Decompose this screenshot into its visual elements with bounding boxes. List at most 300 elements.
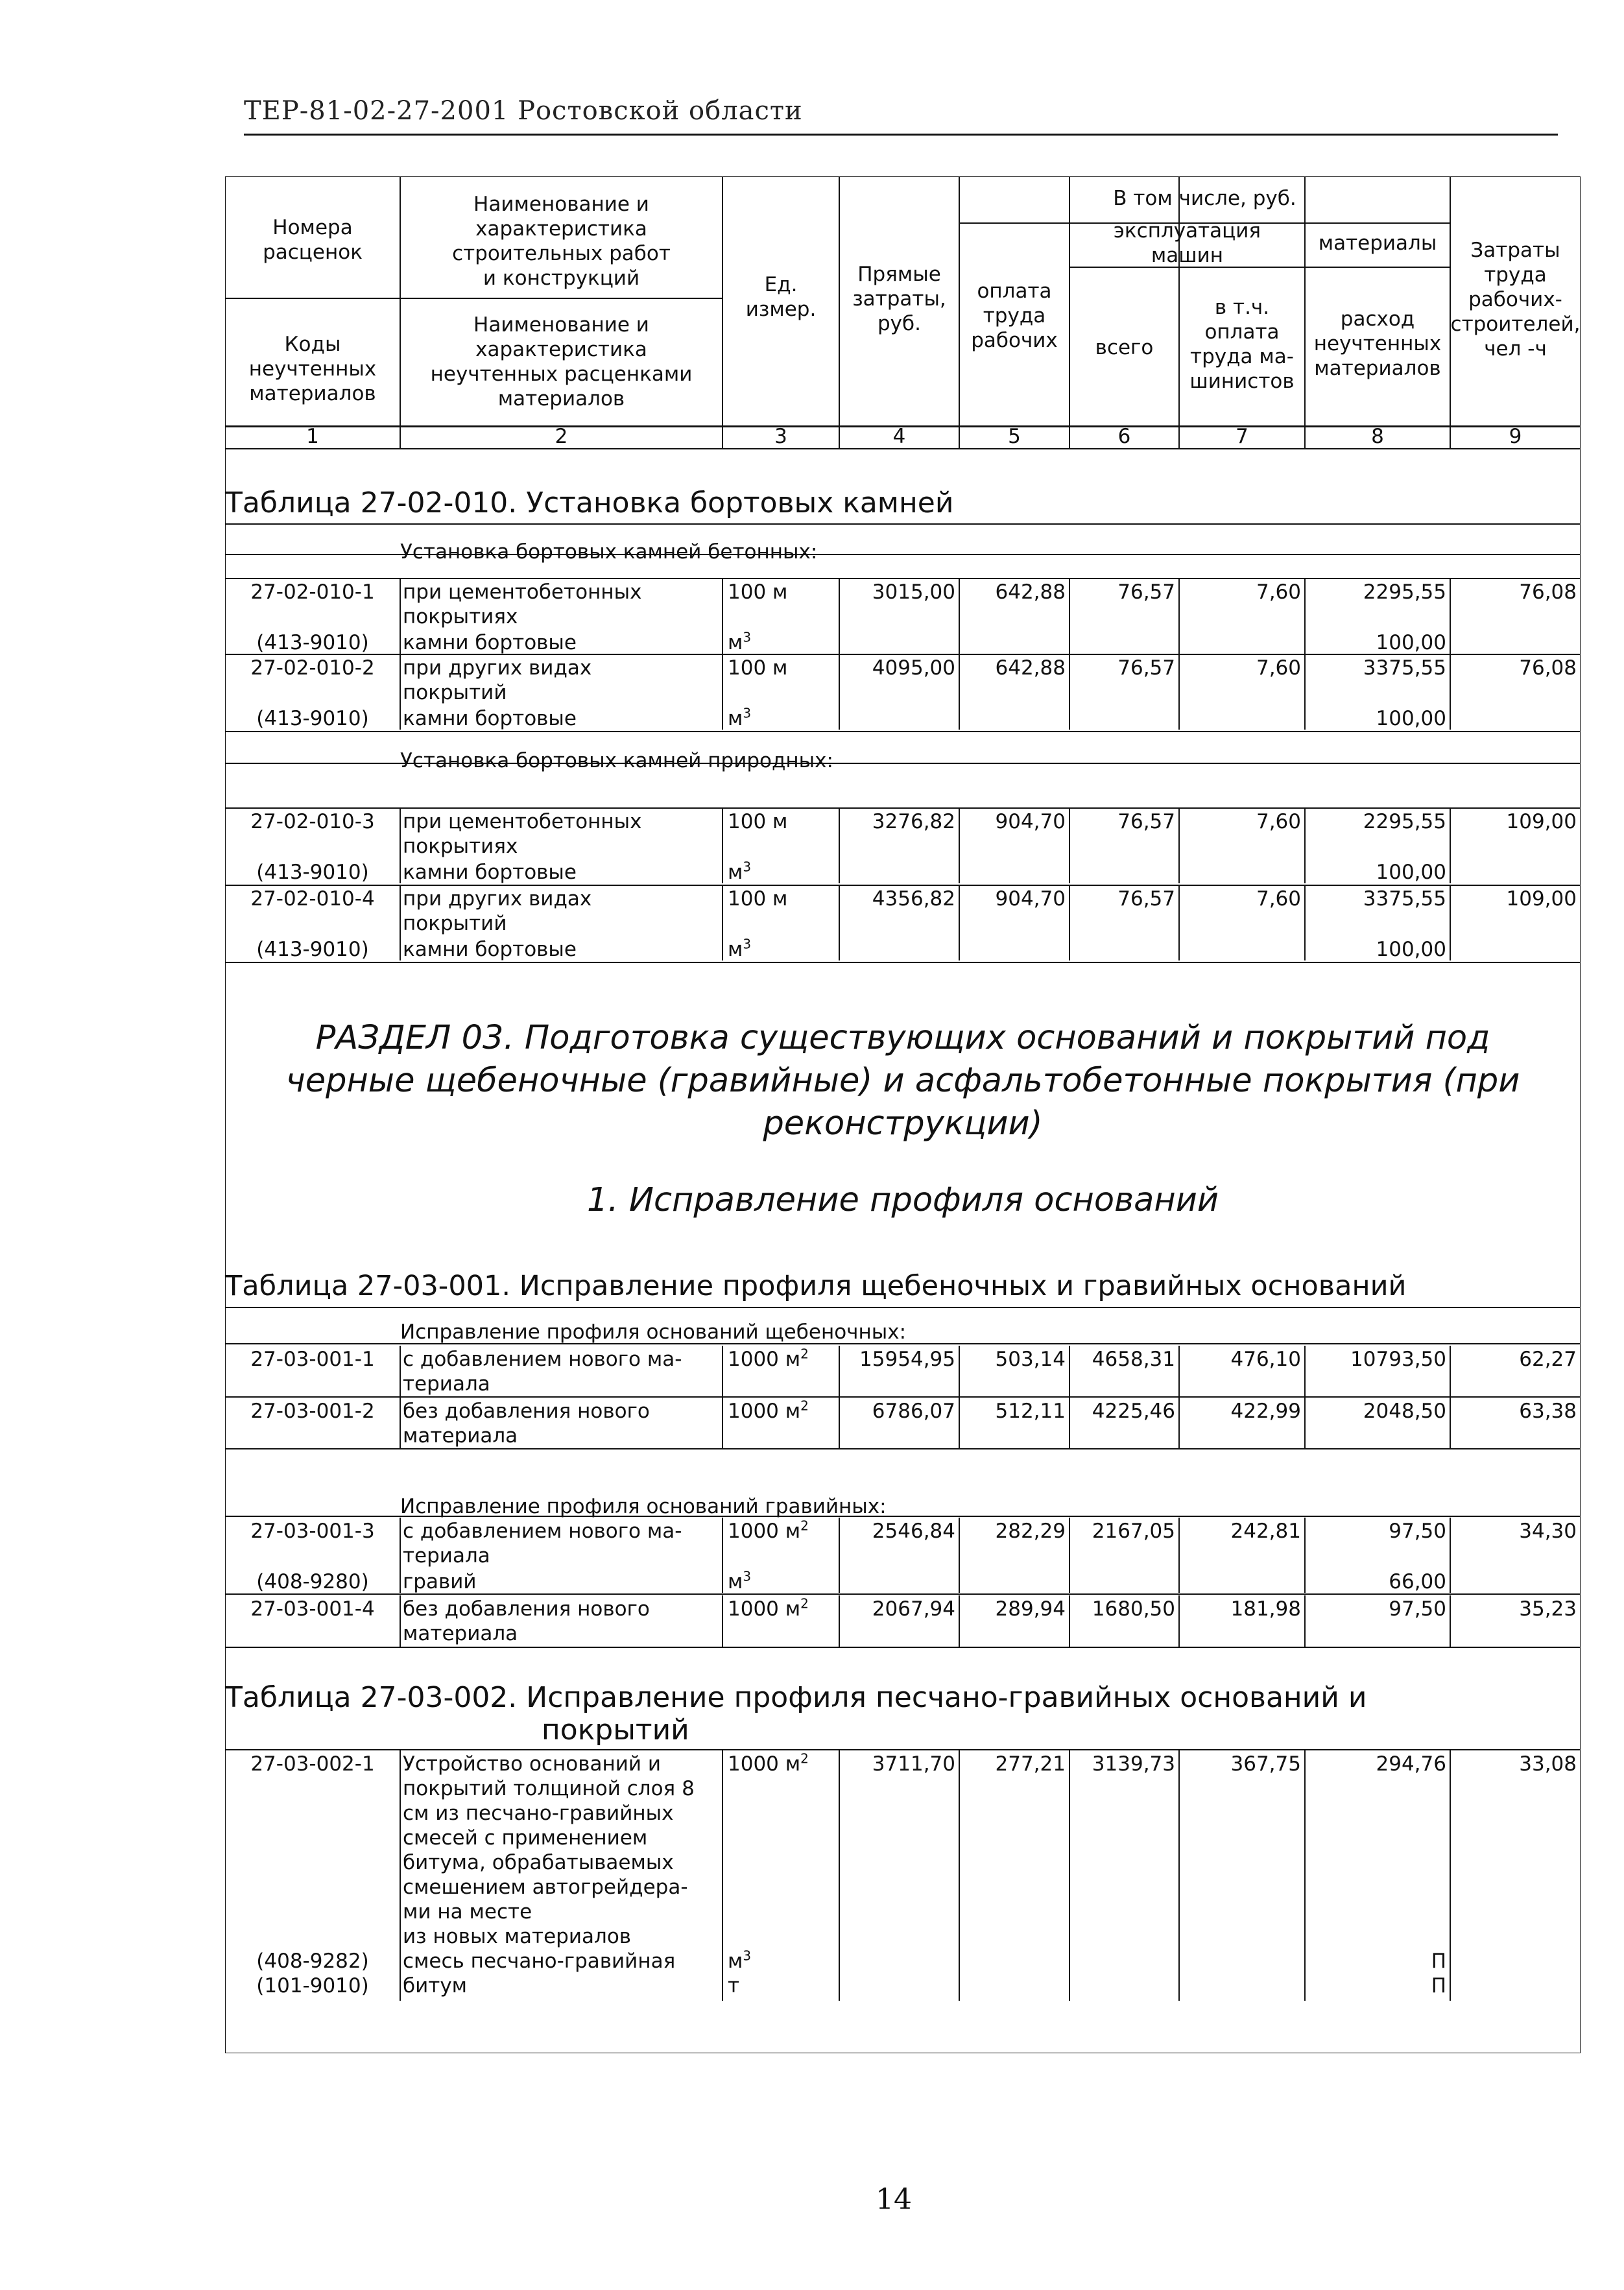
- value-mach_wage-value: 181,98: [1230, 1597, 1301, 1621]
- work-name: [403, 1544, 490, 1568]
- unit-exponent: 2: [800, 1518, 809, 1534]
- rate-code-value: (413-9010): [256, 707, 369, 730]
- value-wage-value: 904,70: [995, 810, 1066, 833]
- col8-header-value: материалов: [1314, 357, 1441, 380]
- work-name: [403, 937, 577, 962]
- value-mat: [1305, 706, 1446, 731]
- column-number-value: 8: [1371, 425, 1384, 448]
- rate-code-value: 27-03-002-1: [250, 1752, 375, 1776]
- col4-header: [839, 287, 959, 311]
- value-mach: [1069, 1399, 1175, 1424]
- col1-subheader: [225, 332, 400, 357]
- materials-header: [1305, 231, 1450, 256]
- col9-header-value: рабочих-: [1468, 288, 1562, 311]
- col9-header: [1450, 238, 1581, 263]
- group-heading: [400, 540, 817, 564]
- value-labor-value: 63,38: [1519, 1400, 1577, 1423]
- work-name: [403, 1924, 631, 1949]
- unit-exponent: 2: [800, 1595, 809, 1612]
- value-wage: [959, 1597, 1066, 1621]
- value-mat-value: 100,00: [1376, 861, 1446, 884]
- value-mat-value: 97,50: [1389, 1597, 1446, 1621]
- value-direct-value: 4095,00: [872, 656, 955, 680]
- work-name-value: покрытий: [403, 912, 507, 935]
- unit-exponent: 3: [743, 859, 752, 875]
- col3-header: [722, 272, 839, 297]
- unit: [728, 656, 787, 680]
- value-direct: [839, 1399, 955, 1424]
- incl-header-value: В том числе, руб.: [1113, 187, 1296, 210]
- value-direct-value: 6786,07: [872, 1400, 955, 1423]
- rate-code-value: (408-9282): [256, 1950, 369, 1973]
- rate-code: [225, 1974, 400, 1998]
- unit-value: 100 м: [728, 887, 788, 911]
- unit: [728, 1752, 809, 1776]
- unit-value: м: [728, 631, 743, 654]
- work-name-value: камни бортовые: [403, 631, 577, 654]
- value-labor: [1450, 809, 1577, 834]
- value-mach: [1069, 809, 1175, 834]
- value-wage-value: 289,94: [995, 1597, 1066, 1621]
- column-number: [400, 424, 722, 449]
- value-mat-value: 100,00: [1376, 707, 1446, 730]
- col9-header: [1450, 287, 1581, 312]
- unit-value: м: [728, 707, 743, 730]
- rate-code: [225, 887, 400, 911]
- value-labor: [1450, 1399, 1577, 1424]
- rate-code-value: 27-03-001-1: [250, 1348, 375, 1371]
- value-mach_wage: [1179, 1519, 1301, 1544]
- unit-value: м: [728, 1570, 743, 1593]
- col2-header-value: Наименование и: [473, 193, 649, 216]
- incl-header: [959, 186, 1450, 211]
- work-name-value: покрытий: [403, 681, 507, 704]
- value-mat: [1305, 1519, 1446, 1544]
- value-labor-value: 62,27: [1519, 1348, 1577, 1371]
- value-mach-value: 1680,50: [1092, 1597, 1175, 1621]
- unit-exponent: 3: [743, 936, 752, 952]
- value-mach_wage: [1179, 656, 1301, 680]
- value-mat: [1305, 1399, 1446, 1424]
- work-name: [403, 1801, 674, 1826]
- value-wage-value: 904,70: [995, 887, 1066, 911]
- unit: [728, 1974, 739, 1998]
- column-number-value: 9: [1509, 425, 1522, 448]
- value-wage: [959, 580, 1066, 604]
- rate-code-value: (408-9280): [256, 1570, 369, 1593]
- work-name-value: камни бортовые: [403, 707, 577, 730]
- col8-header-value: расход: [1340, 307, 1415, 331]
- value-mach-value: 4225,46: [1092, 1400, 1175, 1423]
- col5-header-value: рабочих: [971, 329, 1058, 352]
- work-name-value: покрытий толщиной слоя 8: [403, 1777, 695, 1800]
- col7-header: [1179, 295, 1305, 320]
- column-number: [1069, 424, 1179, 449]
- work-name-value: с добавлением нового ма-: [403, 1348, 682, 1371]
- column-number-value: 3: [774, 425, 787, 448]
- unit: [728, 630, 751, 655]
- rate-code-value: (101-9010): [256, 1974, 369, 1998]
- value-wage: [959, 656, 1066, 680]
- col6-header-value: всего: [1095, 336, 1154, 359]
- rate-code-value: 27-02-010-4: [250, 887, 375, 911]
- column-number: [1179, 424, 1305, 449]
- work-name: [403, 630, 577, 655]
- value-direct-value: 4356,82: [872, 887, 955, 911]
- work-name-value: с добавлением нового ма-: [403, 1520, 682, 1543]
- value-mat-value: П: [1431, 1974, 1446, 1998]
- machines-header-value: эксплуатация: [1113, 219, 1261, 243]
- col1-subheader: [225, 357, 400, 381]
- col4-header-value: затраты,: [852, 287, 946, 311]
- unit: [728, 1597, 809, 1621]
- unit: [728, 1949, 751, 1974]
- value-labor: [1450, 887, 1577, 911]
- value-mat-value: 97,50: [1389, 1520, 1446, 1543]
- unit-value: м: [728, 861, 743, 884]
- value-mat: [1305, 1752, 1446, 1776]
- work-name-value: камни бортовые: [403, 938, 577, 961]
- unit-value: т: [728, 1974, 740, 1998]
- rate-code: [225, 1347, 400, 1372]
- value-direct: [839, 887, 955, 911]
- value-direct-value: 2546,84: [872, 1520, 955, 1543]
- rate-code: [225, 1519, 400, 1544]
- materials-header-value: материалы: [1318, 232, 1437, 255]
- unit-exponent: 3: [743, 1948, 752, 1964]
- rate-code: [225, 1399, 400, 1424]
- col2-header-value: и конструкций: [483, 267, 640, 290]
- value-labor-value: 109,00: [1506, 887, 1577, 911]
- work-name: [403, 1597, 650, 1621]
- work-name-value: териала: [403, 1544, 490, 1568]
- group-heading: [400, 748, 833, 773]
- value-mat-value: 100,00: [1376, 631, 1446, 654]
- col1-subheader: [225, 381, 400, 406]
- value-mach_wage-value: 422,99: [1230, 1400, 1301, 1423]
- value-direct-value: 3276,82: [872, 810, 955, 833]
- value-mach: [1069, 580, 1175, 604]
- unit-value: 1000 м: [728, 1348, 801, 1371]
- value-mach: [1069, 1347, 1175, 1372]
- value-direct: [839, 1347, 955, 1372]
- value-mach-value: 4658,31: [1092, 1348, 1175, 1371]
- work-name-value: без добавления нового: [403, 1400, 650, 1423]
- value-mach_wage: [1179, 887, 1301, 911]
- work-name: [403, 1752, 661, 1776]
- rates-table: [225, 176, 1581, 2053]
- document-header-title: ТЕР-81-02-27-2001 Ростовской области: [244, 96, 803, 126]
- machines-header: [1069, 219, 1305, 243]
- col1-header: [225, 215, 400, 240]
- value-mach_wage-value: 367,75: [1230, 1752, 1301, 1776]
- work-name-value: при других видах: [403, 656, 592, 680]
- work-name: [403, 1347, 682, 1372]
- col4-header: [839, 311, 959, 336]
- subsection-heading: 1. Исправление профиля оснований: [586, 1181, 1219, 1219]
- table-03-001-title: Таблица 27-03-001. Исправление профиля щебеночных и гравийных оснований: [225, 1270, 1407, 1302]
- value-mat: [1305, 887, 1446, 911]
- work-name: [403, 680, 507, 705]
- value-mat: [1305, 809, 1446, 834]
- column-number-value: 6: [1117, 425, 1131, 448]
- value-mat: [1305, 1949, 1446, 1974]
- unit: [728, 1519, 809, 1544]
- rate-code-value: 27-03-001-2: [250, 1400, 375, 1423]
- rate-code: [225, 1949, 400, 1974]
- unit-value: м: [728, 938, 743, 961]
- value-mat: [1305, 1597, 1446, 1621]
- value-mach-value: 76,57: [1117, 656, 1175, 680]
- work-name: [403, 580, 641, 604]
- value-mat-value: 10793,50: [1350, 1348, 1446, 1371]
- value-direct-value: 3015,00: [872, 580, 955, 604]
- value-wage-value: 642,88: [995, 656, 1066, 680]
- unit: [728, 809, 787, 834]
- value-wage: [959, 887, 1066, 911]
- col2-subheader: [400, 362, 722, 387]
- work-name-value: гравий: [403, 1570, 477, 1593]
- unit-value: м: [728, 1950, 743, 1973]
- value-wage-value: 503,14: [995, 1348, 1066, 1371]
- work-name-value: териала: [403, 1372, 490, 1396]
- value-mach_wage: [1179, 1752, 1301, 1776]
- col2-subheader-value: неучтенных расценками: [430, 363, 693, 386]
- rate-code-value: (413-9010): [256, 861, 369, 884]
- value-mat-value: 3375,55: [1363, 887, 1446, 911]
- unit-exponent: 2: [800, 1346, 809, 1362]
- value-mach_wage-value: 242,81: [1230, 1520, 1301, 1543]
- col6-header: [1069, 335, 1179, 360]
- work-name-value: смешением автогрейдера-: [403, 1876, 688, 1899]
- unit: [728, 1569, 751, 1594]
- rate-code: [225, 630, 400, 655]
- value-labor: [1450, 1347, 1577, 1372]
- col2-subheader: [400, 387, 722, 411]
- value-mach-value: 76,57: [1117, 580, 1175, 604]
- work-name: [403, 809, 641, 834]
- value-mat: [1305, 1569, 1446, 1594]
- work-name-value: покрытиях: [403, 835, 518, 858]
- value-wage-value: 512,11: [995, 1400, 1066, 1423]
- col7-header-value: оплата: [1204, 320, 1280, 344]
- unit: [728, 860, 751, 885]
- col9-header-value: труда: [1484, 263, 1547, 287]
- value-direct-value: 3711,70: [872, 1752, 955, 1776]
- col7-header: [1179, 369, 1305, 394]
- col8-header: [1305, 307, 1450, 331]
- value-mat: [1305, 630, 1446, 655]
- value-mat-value: 294,76: [1376, 1752, 1446, 1776]
- value-direct: [839, 809, 955, 834]
- column-number: [722, 424, 839, 449]
- value-mach_wage-value: 7,60: [1256, 887, 1301, 911]
- rate-code-value: 27-02-010-2: [250, 656, 375, 680]
- col2-subheader-value: характеристика: [475, 338, 647, 361]
- rate-code: [225, 706, 400, 731]
- col2-header-value: характеристика: [475, 217, 647, 241]
- value-labor: [1450, 1519, 1577, 1544]
- col7-header-value: шинистов: [1189, 370, 1295, 393]
- unit-exponent: 3: [743, 629, 752, 645]
- unit-exponent: 3: [743, 1568, 752, 1584]
- work-name: [403, 1826, 647, 1850]
- col3-header-value: Ед.: [764, 273, 798, 296]
- value-wage-value: 642,88: [995, 580, 1066, 604]
- machines-header: [1069, 243, 1305, 268]
- value-mach-value: 3139,73: [1092, 1752, 1175, 1776]
- column-number: [1450, 424, 1581, 449]
- col2-header: [400, 241, 722, 266]
- col1-subheader-value: Коды: [284, 333, 341, 356]
- value-wage: [959, 1399, 1066, 1424]
- work-name: [403, 1949, 675, 1974]
- unit: [728, 937, 751, 962]
- column-number: [839, 424, 959, 449]
- rate-code-value: (413-9010): [256, 631, 369, 654]
- value-direct-value: 15954,95: [859, 1348, 955, 1371]
- unit-value: 1000 м: [728, 1400, 801, 1423]
- column-number-value: 5: [1008, 425, 1021, 448]
- unit-exponent: 2: [800, 1750, 809, 1767]
- rate-code: [225, 937, 400, 962]
- col3-header: [722, 297, 839, 322]
- col2-subheader: [400, 337, 722, 362]
- unit: [728, 1347, 809, 1372]
- value-labor: [1450, 1597, 1577, 1621]
- rate-code: [225, 1569, 400, 1594]
- work-name-value: смесь песчано-гравийная: [403, 1950, 676, 1973]
- unit: [728, 887, 787, 911]
- column-number: [225, 424, 400, 449]
- value-labor: [1450, 656, 1577, 680]
- unit-exponent: 3: [743, 705, 752, 721]
- work-name: [403, 604, 518, 629]
- col5-header: [959, 328, 1069, 353]
- col9-header-value: чел -ч: [1484, 337, 1547, 361]
- col1-subheader-value: материалов: [249, 382, 376, 405]
- value-mach_wage: [1179, 809, 1301, 834]
- section-heading-line: реконструкции): [763, 1104, 1043, 1143]
- work-name: [403, 911, 507, 936]
- value-mach: [1069, 1597, 1175, 1621]
- value-wage: [959, 1347, 1066, 1372]
- value-labor-value: 109,00: [1506, 810, 1577, 833]
- col4-header-value: Прямые: [857, 263, 941, 286]
- work-name-value: см из песчано-гравийных: [403, 1802, 674, 1825]
- column-number-value: 1: [306, 425, 319, 448]
- value-labor-value: 34,30: [1519, 1520, 1577, 1543]
- value-labor-value: 33,08: [1519, 1752, 1577, 1776]
- col2-subheader-value: Наименование и: [473, 313, 649, 337]
- section-heading-line: РАЗДЕЛ 03. Подготовка существующих оснований и покрытий под: [315, 1019, 1490, 1057]
- column-number-value: 7: [1236, 425, 1248, 448]
- column-number-value: 2: [555, 425, 568, 448]
- value-direct: [839, 1752, 955, 1776]
- table-03-002-title: Таблица 27-03-002. Исправление профиля песчано-гравийных оснований и: [225, 1681, 1367, 1714]
- col8-header: [1305, 356, 1450, 381]
- value-mat: [1305, 580, 1446, 604]
- col8-header-value: неучтенных: [1313, 332, 1442, 355]
- work-name: [403, 1569, 477, 1594]
- work-name-value: при других видах: [403, 887, 592, 911]
- value-mach: [1069, 1752, 1175, 1776]
- value-mat-value: 3375,55: [1363, 656, 1446, 680]
- col2-header-value: строительных работ: [452, 242, 671, 265]
- work-name: [403, 887, 591, 911]
- group-heading-value: Исправление профиля оснований гравийных:: [400, 1495, 887, 1518]
- rate-code: [225, 1597, 400, 1621]
- value-mach_wage-value: 7,60: [1256, 656, 1301, 680]
- work-name: [403, 1399, 650, 1424]
- col4-header: [839, 262, 959, 287]
- col1-header: [225, 240, 400, 265]
- work-name-value: битума, обрабатываемых: [403, 1851, 674, 1874]
- col9-header-value: строителей,: [1450, 313, 1581, 336]
- work-name: [403, 1372, 490, 1396]
- rate-code: [225, 809, 400, 834]
- rate-code-value: 27-03-001-4: [250, 1597, 375, 1621]
- column-number: [1305, 424, 1450, 449]
- value-wage: [959, 809, 1066, 834]
- rate-code: [225, 1752, 400, 1776]
- section-heading-line: черные щебеночные (гравийные) и асфальтобетонные покрытия (при: [285, 1062, 1520, 1100]
- work-name-value: ми на месте: [403, 1900, 532, 1924]
- value-mach_wage: [1179, 1399, 1301, 1424]
- value-mach_wage: [1179, 580, 1301, 604]
- rate-code: [225, 580, 400, 604]
- value-mach: [1069, 887, 1175, 911]
- work-name: [403, 1621, 518, 1646]
- value-direct: [839, 1597, 955, 1621]
- work-name-value: без добавления нового: [403, 1597, 650, 1621]
- value-mat: [1305, 1974, 1446, 1998]
- col7-header-value: труда ма-: [1190, 345, 1294, 368]
- value-mat-value: 2295,55: [1363, 580, 1446, 604]
- work-name-value: при цементобетонных: [403, 580, 642, 604]
- rate-code: [225, 860, 400, 885]
- work-name-value: битум: [403, 1974, 468, 1998]
- work-name: [403, 1875, 688, 1900]
- value-mach: [1069, 656, 1175, 680]
- unit-value: 1000 м: [728, 1597, 801, 1621]
- value-mat: [1305, 656, 1446, 680]
- group-heading: [400, 1320, 906, 1344]
- value-mach: [1069, 1519, 1175, 1544]
- rate-code-value: (413-9010): [256, 938, 369, 961]
- value-labor: [1450, 1752, 1577, 1776]
- work-name: [403, 1519, 682, 1544]
- value-direct-value: 2067,94: [872, 1597, 955, 1621]
- col9-header: [1450, 263, 1581, 287]
- col2-subheader-value: материалов: [497, 387, 625, 411]
- work-name-value: смесей с применением: [403, 1826, 648, 1850]
- work-name-value: покрытиях: [403, 605, 518, 628]
- value-labor: [1450, 580, 1577, 604]
- unit-value: 1000 м: [728, 1520, 801, 1543]
- col2-header: [400, 266, 722, 291]
- value-wage-value: 277,21: [995, 1752, 1066, 1776]
- value-wage: [959, 1519, 1066, 1544]
- col2-subheader: [400, 313, 722, 337]
- col9-header: [1450, 337, 1581, 361]
- unit: [728, 580, 787, 604]
- col9-header-value: Затраты: [1470, 239, 1560, 262]
- value-labor-value: 35,23: [1519, 1597, 1577, 1621]
- col5-header: [959, 279, 1069, 304]
- value-wage-value: 282,29: [995, 1520, 1066, 1543]
- work-name: [403, 1900, 532, 1924]
